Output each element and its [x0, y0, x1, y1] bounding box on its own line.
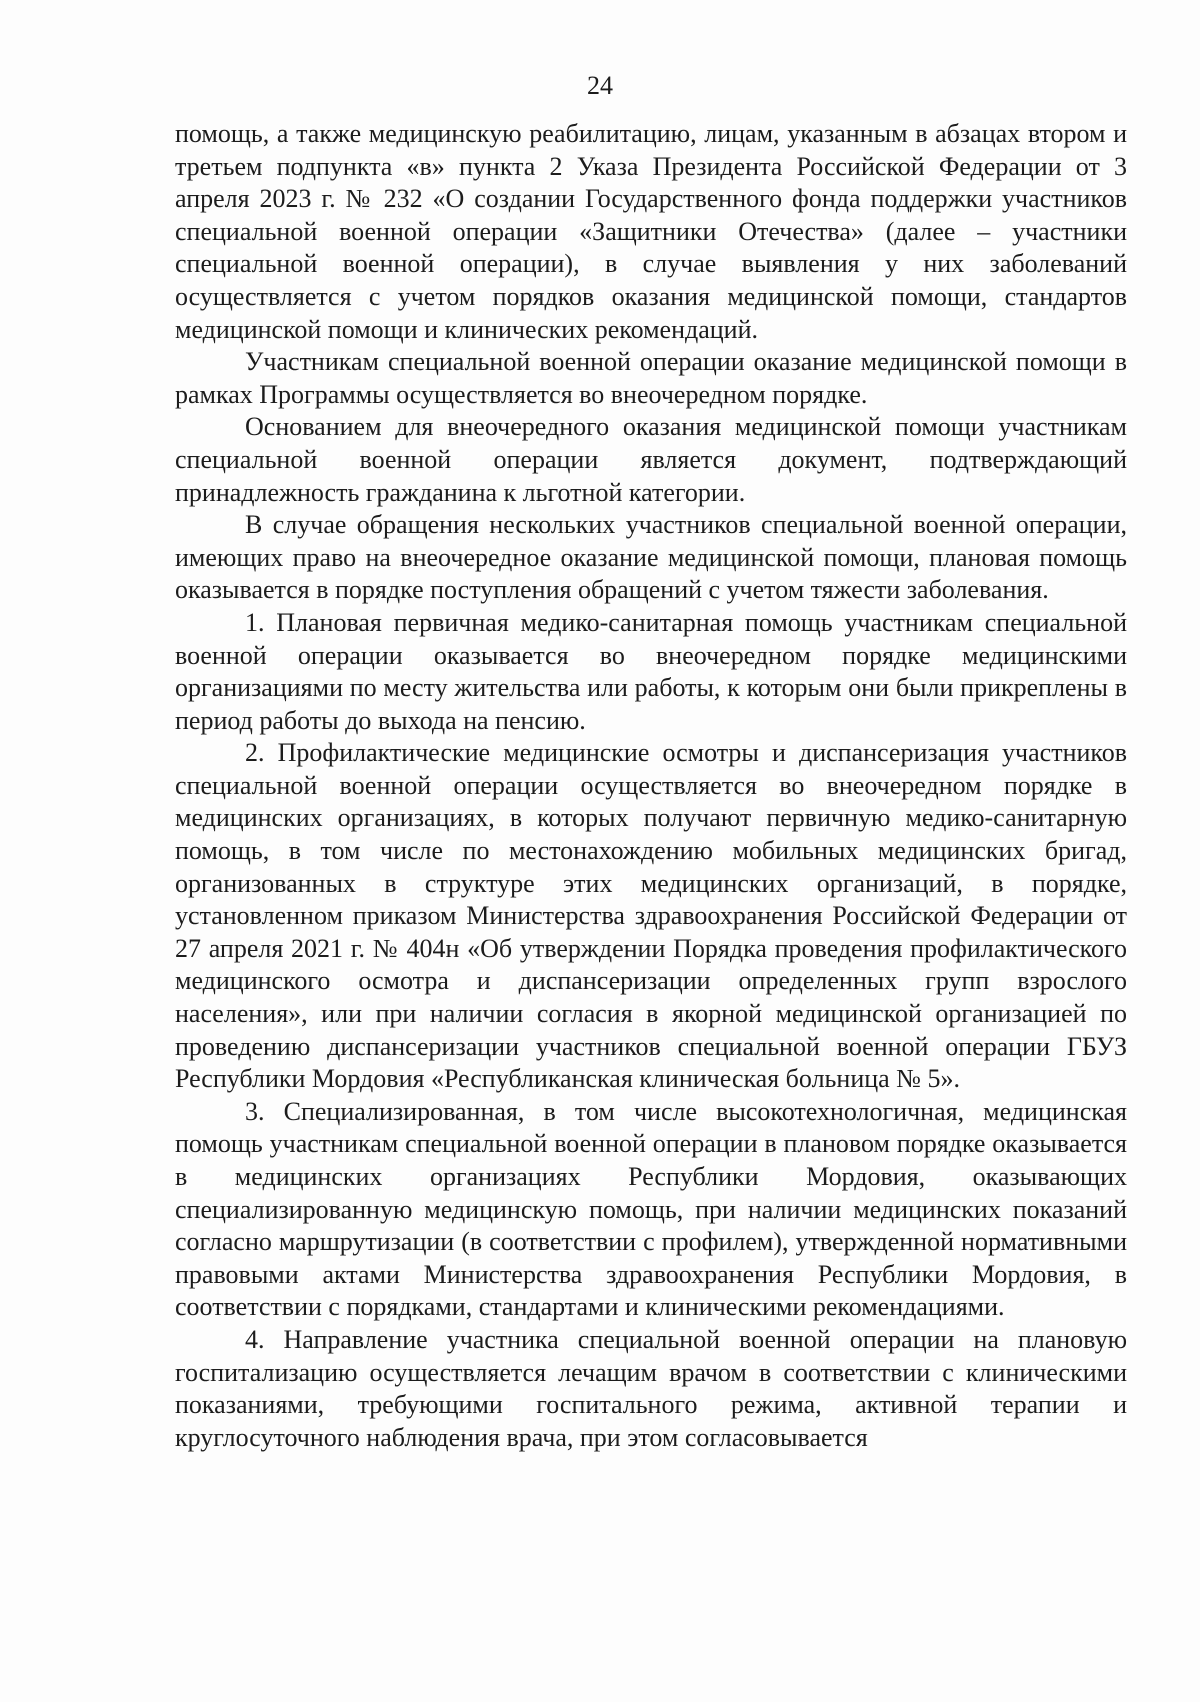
document-body [175, 118, 1127, 1454]
paragraph-item-3: 3. Специализированная, в том числе высокотехнологичная, медицинская помощь участникам специальной военной операции в плановом порядке оказывается в медицинских организациях Республики Мордовия, оказывающих специализированную медицинскую помощь, при наличии медицинских показаний согласно маршрутизации (в соответствии с профилем), утвержденной нормативными правовыми актами Министерства здравоохранения Республики Мордовия, в соответствии с порядками, стандартами и клиническими рекомендациями. [175, 1096, 1127, 1322]
paragraph-item-1: 1. Плановая первичная медико-санитарная помощь участникам специальной военной операции оказывается во внеочередном порядке медицинскими организациями по месту жительства или работы, к которым они были прикреплены в период работы до выхода на пенсию. [175, 607, 1127, 735]
paragraph-continuation: помощь, а также медицинскую реабилитацию, лицам, указанным в абзацах втором и третьем подпункта «в» пункта 2 Указа Президента Российской Федерации от 3 апреля 2023 г. № 232 «О создании Государственного фонда поддержки участников специальной военной операции «Защитники Отечества» (далее – участники специальной военной операции), в случае выявления у них заболеваний осуществляется с учетом порядков оказания медицинской помощи, стандартов медицинской помощи и клинических рекомендаций. [175, 119, 1127, 344]
paragraph-priority-care: Участникам специальной военной операции оказание медицинской помощи в рамках Программы осуществляется во внеочередном порядке. [175, 347, 1127, 409]
paragraph-item-2: 2. Профилактические медицинские осмотры и диспансеризация участников специальной военной операции осуществляется во внеочередном порядке в медицинских организациях, в которых получают первичную медико-санитарную помощь, в том числе по местонахождению мобильных медицинских бригад, организованных в структуре этих медицинских организаций, в порядке, установленном приказом Министерства здравоохранения Российской Федерации от 27 апреля 2021 г. № 404н «Об утверждении Порядка проведения профилактического медицинского осмотра и диспансеризации определенных групп взрослого населения», или при наличии согласия в якорной медицинской организацией по проведению диспансеризации участников специальной военной операции ГБУЗ Республики Мордовия «Республиканская клиническая больница № 5». [175, 738, 1127, 1094]
paragraph-item-4: 4. Направление участника специальной военной операции на плановую госпитализацию осуществляется лечащим врачом в соответствии с клиническими показаниями, требующими госпитального режима, активной терапии и круглосуточного наблюдения врача, при этом согласовывается [175, 1324, 1127, 1452]
page-number: 24 [587, 71, 613, 100]
paragraph-basis-document: Основанием для внеочередного оказания медицинской помощи участникам специальной военной операции является документ, подтверждающий принадлежность гражданина к льготной категории. [175, 412, 1127, 507]
paragraph-multiple-requests: В случае обращения нескольких участников специальной военной операции, имеющих право на внеочередное оказание медицинской помощи, плановая помощь оказывается в порядке поступления обращений с учетом тяжести заболевания. [175, 510, 1127, 605]
